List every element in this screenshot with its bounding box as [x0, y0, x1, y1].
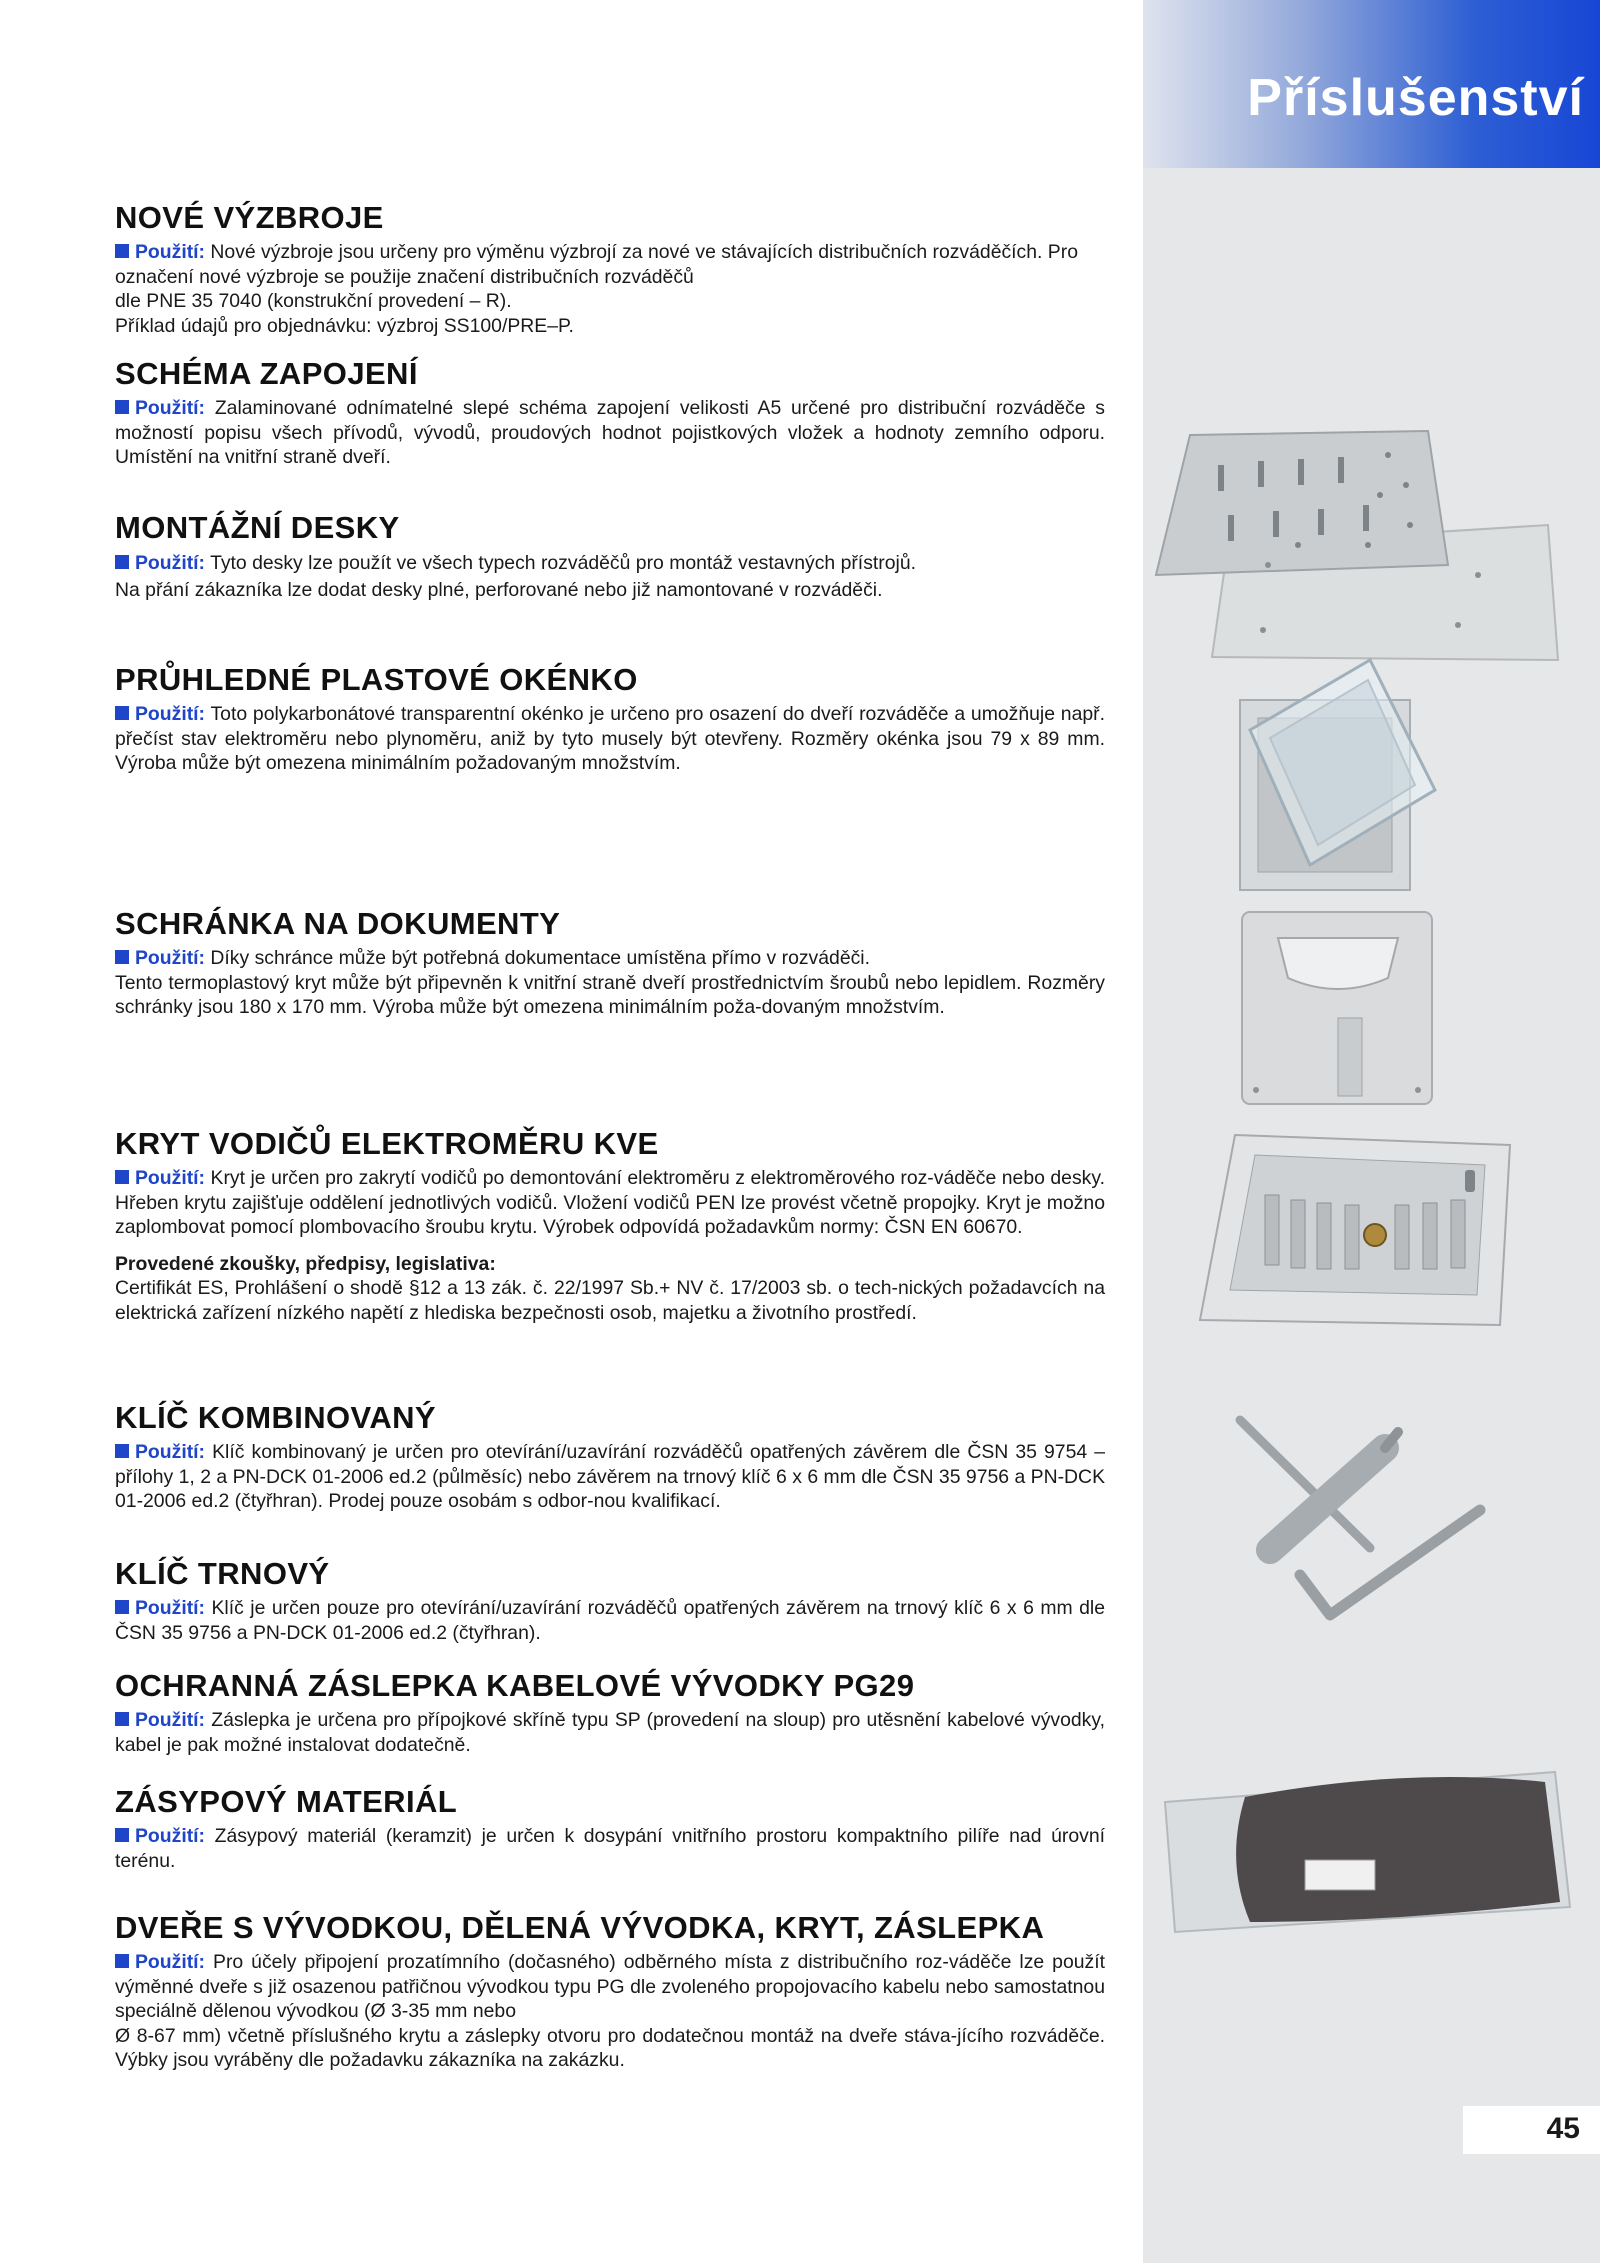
bullet-icon [115, 706, 129, 720]
page-title: Příslušenství [1247, 69, 1584, 127]
section-text [115, 1440, 1105, 1514]
use-label: Použití: [135, 1951, 206, 1973]
section-text [115, 1950, 1105, 2024]
section-title: NOVÉ VÝZBROJE [115, 200, 384, 235]
section-text [115, 702, 1105, 776]
section-title: SCHRÁNKA NA DOKUMENTY [115, 906, 561, 941]
section-title: PRŮHLEDNÉ PLASTOVÉ OKÉNKO [115, 662, 638, 697]
section-text [115, 550, 1105, 577]
section-montazni-desky [115, 510, 1105, 604]
section-zasypovy-material [115, 1784, 1105, 1873]
use-label: Použití: [135, 1709, 206, 1731]
section-text [115, 1166, 1105, 1240]
section-title: ZÁSYPOVÝ MATERIÁL [115, 1784, 458, 1819]
section-text [115, 1824, 1105, 1873]
section-text: Tento termoplastový kryt může být připevněn k vnitřní straně dveří prostřednictvím šroubů nebo lepidlem. Rozměry schránky jsou 180 x 170 mm. Výroba může být omezena minimálním poža-dovaným množstvím. [115, 971, 1105, 1018]
text-line: Pro účely připojení prozatímního (dočasného) odběrného místa z distribučního roz-váděče lze použít výměnné dveře s již osazenou patřičnou vývodkou typu PG dle zvoleného propojovacího kabelu nebo samostatnou speciálně dělenou vývodkou (Ø 3-35 mm nebo [115, 1951, 1106, 2022]
text-line: Nové výzbroje jsou určeny pro výměnu výzbrojí za nové ve stávajících distribučních rozváděčích. Pro označení nové výzbroje se použije značení distribučních rozváděčů [115, 241, 1078, 288]
bullet-icon [115, 1712, 129, 1726]
use-label: Použití: [135, 241, 206, 263]
section-title: KLÍČ KOMBINOVANÝ [115, 1400, 436, 1435]
section-text [115, 946, 1105, 971]
combination-key-image [1200, 1400, 1500, 1630]
section-title: KRYT VODIČŮ ELEKTROMĚRU KVE [115, 1126, 659, 1161]
text-line: Klíč kombinovaný je určen pro otevírání/uzavírání rozváděčů opatřených závěrem dle ČSN 35 9754 – přílohy 1, 2 a PN-DCK 01-2006 ed.2 (půlměsíc) nebo závěrem na trnový klíč 6 x 6 mm dle ČSN 35 9756 a PN-DCK 01-2006 ed.2 (čtyřhran). Prodej pouze osobám s odbor-nou kvalifikací. [115, 1441, 1105, 1512]
section-title: DVEŘE S VÝVODKOU, DĚLENÁ VÝVODKA, KRYT, ZÁSLEPKA [115, 1910, 1045, 1945]
sub-heading: Provedené zkoušky, předpisy, legislativa: [115, 1252, 496, 1275]
section-text: dle PNE 35 7040 (konstrukční provedení – R). [115, 290, 512, 312]
section-text: Na přání zákazníka lze dodat desky plné, perforované nebo již namontované v rozváděči. [115, 579, 883, 601]
use-label: Použití: [135, 552, 206, 574]
text-line: Kryt je určen pro zakrytí vodičů po demontování elektroměru z elektroměrového roz-váděče nebo desky. Hřeben krytu zajišťuje oddělení jednotlivých vodičů. Vložení vodičů PEN lze provést včetně propojky. Kryt je možno zaplombovat pomocí plombovacího šroubu krytu. Výrobek odpovídá požadavkům normy: ČSN EN 60670. [115, 1167, 1106, 1238]
section-nove-vyzbroje [115, 200, 1105, 338]
section-text [115, 396, 1105, 470]
bullet-icon [115, 1828, 129, 1842]
text-line: Díky schránce může být potřebná dokumentace umístěna přímo v rozváděči. [210, 947, 871, 969]
backfill-bag-image [1155, 1762, 1575, 1937]
use-label: Použití: [135, 703, 206, 725]
section-text [115, 240, 1105, 289]
text-line: Zásypový materiál (keramzit) je určen k dosypání vnitřního prostoru kompaktního pilíře nad úrovní terénu. [115, 1825, 1105, 1872]
section-kryt-vodicu [115, 1126, 1105, 1325]
section-ochranna-zaslepka [115, 1668, 1105, 1757]
section-title: MONTÁŽNÍ DESKY [115, 510, 400, 545]
section-text: Příklad údajů pro objednávku: výzbroj SS100/PRE–P. [115, 314, 574, 337]
use-label: Použití: [135, 1167, 206, 1189]
use-label: Použití: [135, 947, 206, 969]
text-line: Toto polykarbonátové transparentní okénko je určeno pro osazení do dveří rozváděče a umožňuje např. přečíst stav elektroměru nebo plynoměru, aniž by tyto musely být otevřeny. Rozměry okénka jsou 79 x 89 mm. Výroba může být omezena minimálním požadovaným množstvím. [115, 703, 1105, 774]
bullet-icon [115, 1954, 129, 1968]
page-number: 45 [1546, 2112, 1580, 2145]
section-text: Certifikát ES, Prohlášení o shodě §12 a 13 zák. č. 22/1997 Sb.+ NV č. 17/2003 sb. o tech-nických požadavcích na elektrická zařízení nízkého napětí z hlediska bezpečnosti osob, majetku a životního prostředí. [115, 1277, 1105, 1324]
use-label: Použití: [135, 1597, 206, 1619]
use-label: Použití: [135, 1441, 206, 1463]
mounting-plates-image [1148, 425, 1568, 670]
bullet-icon [115, 1444, 129, 1458]
section-title: KLÍČ TRNOVÝ [115, 1556, 330, 1591]
section-text [115, 1708, 1105, 1757]
section-dvere-s-vyvodkou [115, 1910, 1105, 2073]
bullet-icon [115, 1600, 129, 1614]
section-text: Ø 8-67 mm) včetně příslušného krytu a záslepky otvoru pro dodatečnou montáž na dveře stáva-jícího rozváděče. Výbky jsou vyráběny dle požadavku zákazníka na zakázku. [115, 2024, 1105, 2071]
section-title: SCHÉMA ZAPOJENÍ [115, 356, 418, 391]
section-plastove-okenko [115, 662, 1105, 776]
text-line: Zalaminované odnímatelné slepé schéma zapojení velikosti A5 určené pro distribuční rozváděče s možností popisu všech přívodů, vývodů, proudových hodnot pojistkových vložek a hodnoty zemního odporu. Umístění na vnitřní straně dveří. [115, 397, 1106, 468]
section-klic-kombinovany [115, 1400, 1105, 1514]
section-klic-trnovy [115, 1556, 1105, 1645]
bullet-icon [115, 950, 129, 964]
section-title: OCHRANNÁ ZÁSLEPKA KABELOVÉ VÝVODKY PG29 [115, 1668, 915, 1703]
bullet-icon [115, 1170, 129, 1184]
transparent-window-image [1230, 650, 1440, 895]
section-schranka-na-dokumenty [115, 906, 1105, 1020]
text-line: Tyto desky lze použít ve všech typech rozváděčů pro montáž vestavných přístrojů. [210, 552, 917, 574]
text-line: Záslepka je určena pro přípojkové skříně typu SP (provedení na sloup) pro utěsnění kabelové vývodky, kabel je pak možné instalovat dodatečně. [115, 1709, 1106, 1756]
use-label: Použití: [135, 1825, 206, 1847]
text-line: Klíč je určen pouze pro otevírání/uzavírání rozváděčů opatřených závěrem na trnový klíč 6 x 6 mm dle ČSN 35 9756 a PN-DCK 01-2006 ed.2 (čtyřhran). [115, 1597, 1105, 1644]
bullet-icon [115, 244, 129, 258]
section-text [115, 1596, 1105, 1645]
bullet-icon [115, 400, 129, 414]
use-label: Použití: [135, 397, 206, 419]
bullet-icon [115, 555, 129, 569]
page-number-box [1463, 2106, 1600, 2154]
wire-cover-image [1195, 1125, 1520, 1330]
document-holder-image [1238, 908, 1438, 1108]
section-schema-zapojeni [115, 356, 1105, 470]
header-band [1143, 0, 1600, 168]
